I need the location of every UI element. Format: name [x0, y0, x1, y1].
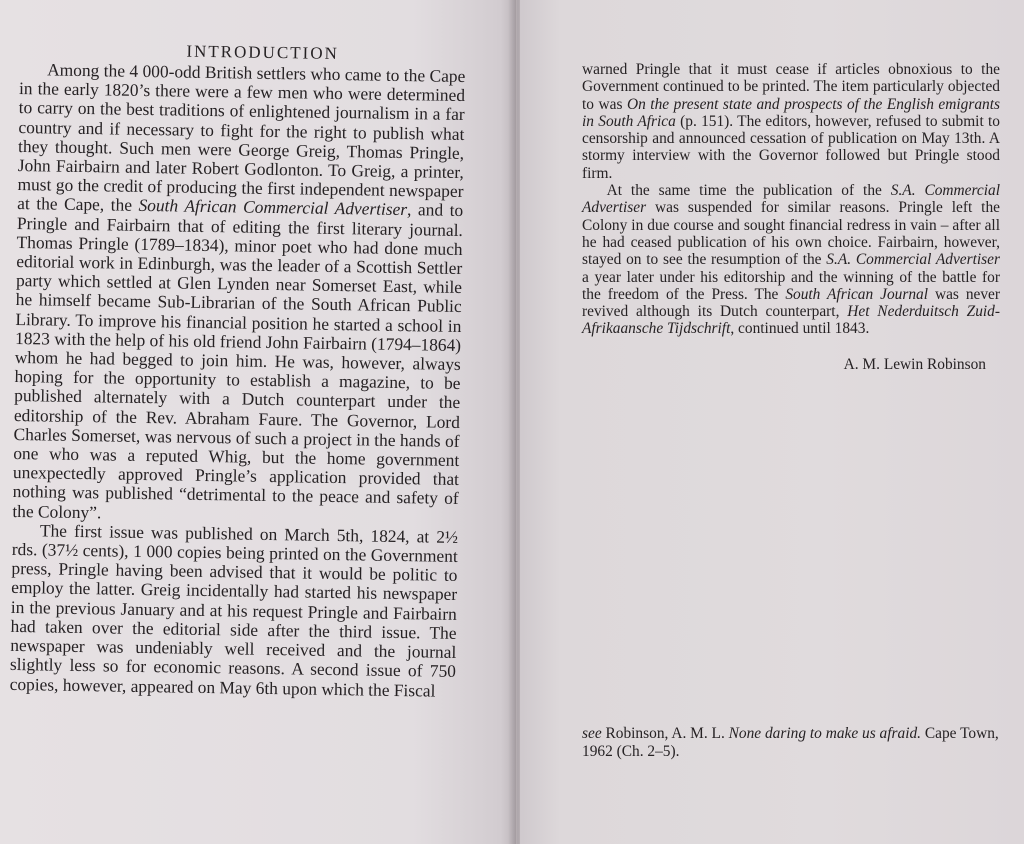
left-page-text	[10, 28, 466, 701]
right-page-text	[582, 61, 1000, 373]
right-paragraph-1: warned Pringle that it must cease if articles obnoxious to the Government continued to be printed. The item particularly objected to was On the present state and prospects of the English emigrants in South Africa (p. 151). The editors, however, refused to submit to censorship and announced cessation of publication on May 13th. A stormy interview with the Governor followed but Pringle stood firm.	[582, 61, 1000, 182]
footnote: see Robinson, A. M. L. None daring to make us afraid. Cape Town, 1962 (Ch. 2–5).	[582, 725, 999, 760]
left-paragraph-2: The first issue was published on March 5th, 1824, at 2½ rds. (37½ cents), 1 000 copies being printed on the Government press, Pringle having been advised that it would be politic to employ the latter. Greig incidentally had started his newspaper in the previous January and at his request Pringle and Fairbairn had taken over the editorial side after the third issue. The newspaper was undeniably well received and the journal slightly less so for economic reasons. A second issue of 750 copies, however, appeared on May 6th upon which the Fiscal	[9, 520, 459, 701]
right-page	[520, 0, 1024, 844]
left-paragraph-1: Among the 4 000-odd British settlers who came to the Cape in the early 1820’s there were a few men who were determined to carry on the best traditions of enlightened journalism in a far country and if necessary to fight for the right to publish what they thought. Such men were George Greig, Thomas Pringle, John Fairbairn and later Robert Godlonton. To Greig, a printer, must go the credit of producing the first independent newspaper at the Cape, the South African Commercial Advertiser, and to Pringle and Fairbairn that of editing the first literary journal. Thomas Pringle (1789–1834), minor poet who had done much editorial work in Edinburgh, was the leader of a Scottish Settler party which settled at Glen Lynden near Somerset East, while he himself became Sub-Librarian of the South African Public Library. To improve his financial position he started a school in 1823 with the help of his old friend John Fairbairn (1794–1864) whom he had begged to join him. He was, however, always hoping for the opportunity to establish a magazine, to be published alternately with a Dutch counterpart under the editorship of the Rev. Abraham Faure. The Governor, Lord Charles Somerset, was nervous of such a project in the hands of one who was a reputed Whig, but the home government unexpectedly approved Pringle’s application provided that nothing was published “detrimental to the peace and safety of the Colony”.	[12, 59, 466, 523]
right-paragraph-2: At the same time the publication of the S.A. Commercial Advertiser was suspended for similar reasons. Pringle left the Colony in due course and sought financial redress in vain – after all he had ceased publication of his own choice. Fairbairn, however, stayed on to see the resumption of the S.A. Commercial Advertiser a year later under his editorship and the winning of the battle for the freedom of the Press. The South African Journal was never revived although its Dutch counterpart, Het Nederduitsch Zuid-Afrikaansche Tijdschrift, continued until 1843.	[582, 182, 1000, 338]
introduction-heading: INTRODUCTION	[186, 41, 340, 64]
author-signature: A. M. Lewin Robinson	[843, 355, 986, 373]
